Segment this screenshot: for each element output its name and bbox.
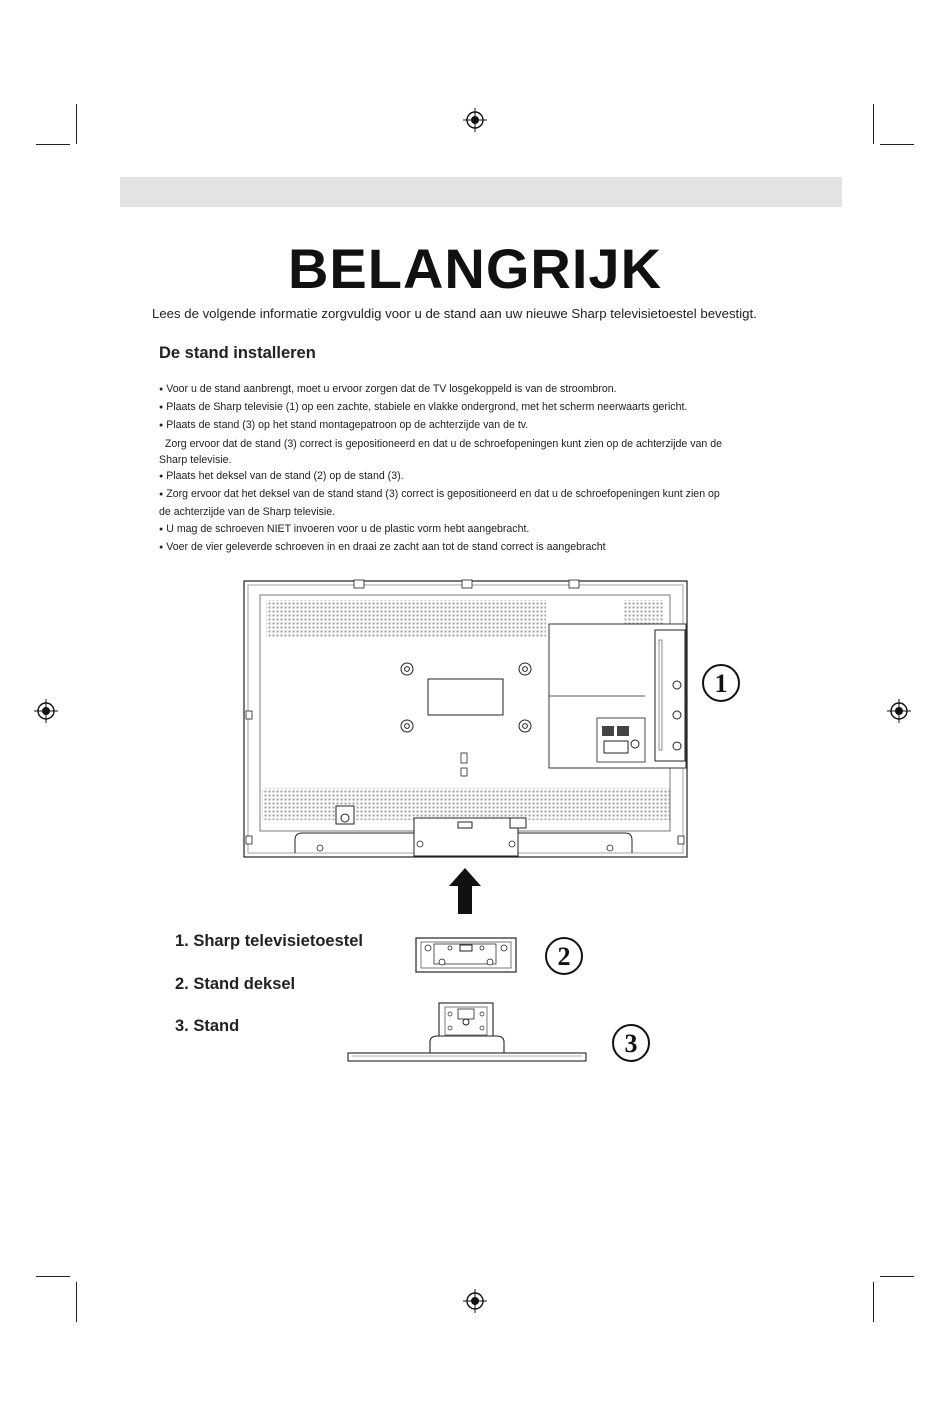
instruction-line: Sharp televisie. [159,453,232,466]
callout-number: 3 [624,1029,638,1058]
instruction-line: ● Plaats het deksel van de stand (2) op de stand (3). [159,468,799,486]
crop-mark [880,1276,914,1277]
callout-number: 2 [557,942,571,971]
port-block [597,718,645,762]
crop-mark [36,1276,70,1277]
intro-text: Lees de volgende informatie zorgvuldig voor u de stand aan uw nieuwe Sharp televisietoestel bevestigt. [152,306,757,321]
header-band [120,177,842,207]
instruction-line: ● U mag de schroeven NIET invoeren voor u de plastic vorm hebt aangebracht. [159,521,799,539]
crop-mark [873,104,874,144]
registration-mark-icon [463,108,487,132]
section-heading: De stand installeren [159,344,316,362]
registration-mark-icon [463,1289,487,1313]
crop-mark [76,104,77,144]
instruction-line: ● Voer de vier geleverde schroeven in en draai ze zacht aan tot de stand correct is aangebracht [159,539,799,557]
stand-cover-illustration [414,936,518,974]
crop-mark [76,1282,77,1322]
legend-item-stand: 3. Stand [175,1017,240,1035]
instruction-line: ● Zorg ervoor dat het deksel van de stand stand (3) correct is gepositioneerd en dat u de schroefopeningen kunt zien op [159,486,799,504]
arrow-up-icon [449,868,481,914]
legend-item-stand-cover: 2. Stand deksel [175,975,296,993]
instruction-line: Zorg ervoor dat de stand (3) correct is gepositioneerd en dat u de schroefopeningen kunt zien op de achterzijde van de [159,437,722,450]
tv-back-illustration [240,578,690,860]
callout-3-icon [610,1022,652,1064]
callout-number: 1 [714,669,728,698]
instruction-line: ● Voor u de stand aanbrengt, moet u ervoor zorgen dat de TV losgekoppeld is van de stroombron. [159,381,799,399]
registration-mark-icon [34,699,58,723]
vent-area [262,788,672,820]
vent-area [266,600,546,638]
callout-2-icon [543,935,585,977]
label-plate [428,679,503,715]
legend-item-tv: 1. Sharp televisietoestel [175,932,364,950]
instruction-list [159,381,799,557]
crop-mark [880,144,914,145]
stand-illustration [346,1000,588,1064]
registration-mark-icon [887,699,911,723]
instruction-line: ● Plaats de stand (3) op het stand montagepatroon op de achterzijde van de tv. [159,417,799,435]
page-title: BELANGRIJK [287,237,663,300]
instruction-line: ● Plaats de Sharp televisie (1) op een zachte, stabiele en vlakke ondergrond, met het scherm neerwaarts gericht. [159,399,799,417]
callout-1-icon [700,662,742,704]
crop-mark [36,144,70,145]
instruction-line: de achterzijde van de Sharp televisie. [159,506,336,519]
crop-mark [873,1282,874,1322]
